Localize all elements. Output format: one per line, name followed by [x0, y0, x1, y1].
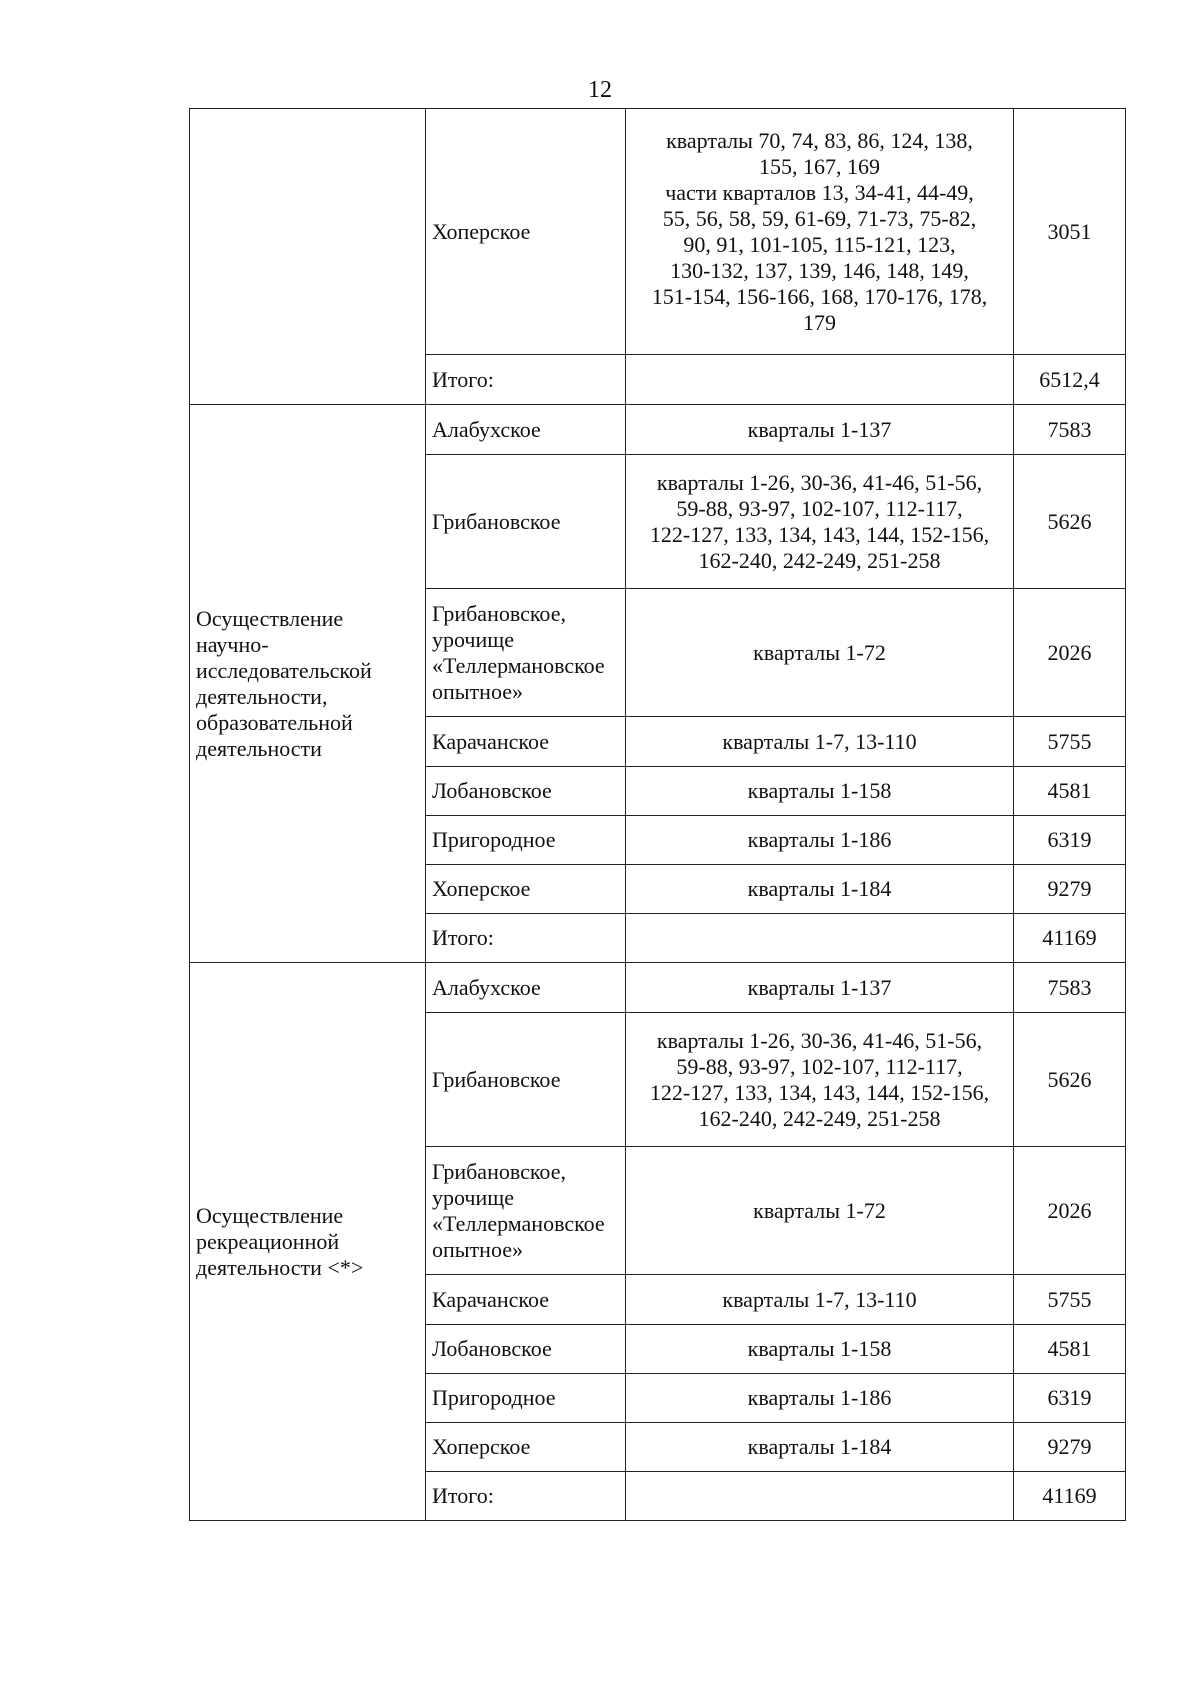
quarters-cell [626, 355, 1014, 405]
total-area-cell: 6512,4 [1014, 355, 1126, 405]
total-label-cell: Итого: [426, 1472, 626, 1521]
area-cell: 2026 [1014, 589, 1126, 717]
activity-cell: Осуществление научно- исследовательской деятельности, образовательной деятельности [190, 405, 426, 963]
total-label-cell: Итого: [426, 355, 626, 405]
area-cell: 4581 [1014, 767, 1126, 816]
quarters-cell: кварталы 1-7, 13-110 [626, 717, 1014, 767]
quarters-cell [626, 1472, 1014, 1521]
district-cell: Лобановское [426, 1325, 626, 1374]
table-row [190, 963, 1126, 1013]
district-cell: Лобановское [426, 767, 626, 816]
district-cell: Хоперское [426, 865, 626, 914]
district-cell: Пригородное [426, 816, 626, 865]
quarters-cell: кварталы 1-137 [626, 963, 1014, 1013]
total-area-cell: 41169 [1014, 1472, 1126, 1521]
quarters-cell: кварталы 1-72 [626, 589, 1014, 717]
district-cell: Грибановское [426, 455, 626, 589]
page-number: 12 [588, 77, 612, 103]
total-label-cell: Итого: [426, 914, 626, 963]
area-cell: 5626 [1014, 455, 1126, 589]
area-cell: 5755 [1014, 717, 1126, 767]
district-cell: Хоперское [426, 1423, 626, 1472]
district-cell: Грибановское [426, 1013, 626, 1147]
area-cell: 5626 [1014, 1013, 1126, 1147]
district-cell: Хоперское [426, 109, 626, 355]
forest-districts-table [189, 108, 1126, 1521]
area-cell: 9279 [1014, 1423, 1126, 1472]
quarters-cell: кварталы 1-158 [626, 767, 1014, 816]
activity-cell: Осуществление рекреационной деятельности <*> [190, 963, 426, 1521]
area-cell: 7583 [1014, 405, 1126, 455]
district-cell: Карачанское [426, 1275, 626, 1325]
area-cell: 5755 [1014, 1275, 1126, 1325]
quarters-cell: кварталы 1-7, 13-110 [626, 1275, 1014, 1325]
quarters-cell [626, 914, 1014, 963]
district-cell: Грибановское, урочище «Теллермановское опытное» [426, 1147, 626, 1275]
area-cell: 6319 [1014, 816, 1126, 865]
quarters-cell: кварталы 1-184 [626, 1423, 1014, 1472]
activity-cell [190, 109, 426, 405]
quarters-cell: кварталы 1-72 [626, 1147, 1014, 1275]
area-cell: 6319 [1014, 1374, 1126, 1423]
area-cell: 4581 [1014, 1325, 1126, 1374]
table-row [190, 405, 1126, 455]
total-area-cell: 41169 [1014, 914, 1126, 963]
district-cell: Карачанское [426, 717, 626, 767]
area-cell: 9279 [1014, 865, 1126, 914]
quarters-cell: кварталы 1-186 [626, 816, 1014, 865]
district-cell: Алабухское [426, 963, 626, 1013]
quarters-cell: кварталы 1-26, 30-36, 41-46, 51-56, 59-88, 93-97, 102-107, 112-117, 122-127, 133, 134, 143, 144, 152-156, 162-240, 242-249, 251-258 [626, 455, 1014, 589]
quarters-cell: кварталы 1-186 [626, 1374, 1014, 1423]
district-cell: Грибановское, урочище «Теллермановское опытное» [426, 589, 626, 717]
quarters-cell: кварталы 1-26, 30-36, 41-46, 51-56, 59-88, 93-97, 102-107, 112-117, 122-127, 133, 134, 143, 144, 152-156, 162-240, 242-249, 251-258 [626, 1013, 1014, 1147]
quarters-cell: кварталы 70, 74, 83, 86, 124, 138, 155, 167, 169 части кварталов 13, 34-41, 44-49, 55, 56, 58, 59, 61-69, 71-73, 75-82, 90, 91, 101-105, 115-121, 123, 130-132, 137, 139, 146, 148, 149, 151-154, 156-166, 168, 170-176, 178, 179 [626, 109, 1014, 355]
table-row [190, 109, 1126, 355]
quarters-cell: кварталы 1-184 [626, 865, 1014, 914]
quarters-cell: кварталы 1-158 [626, 1325, 1014, 1374]
area-cell: 7583 [1014, 963, 1126, 1013]
district-cell: Пригородное [426, 1374, 626, 1423]
district-cell: Алабухское [426, 405, 626, 455]
area-cell: 3051 [1014, 109, 1126, 355]
area-cell: 2026 [1014, 1147, 1126, 1275]
quarters-cell: кварталы 1-137 [626, 405, 1014, 455]
